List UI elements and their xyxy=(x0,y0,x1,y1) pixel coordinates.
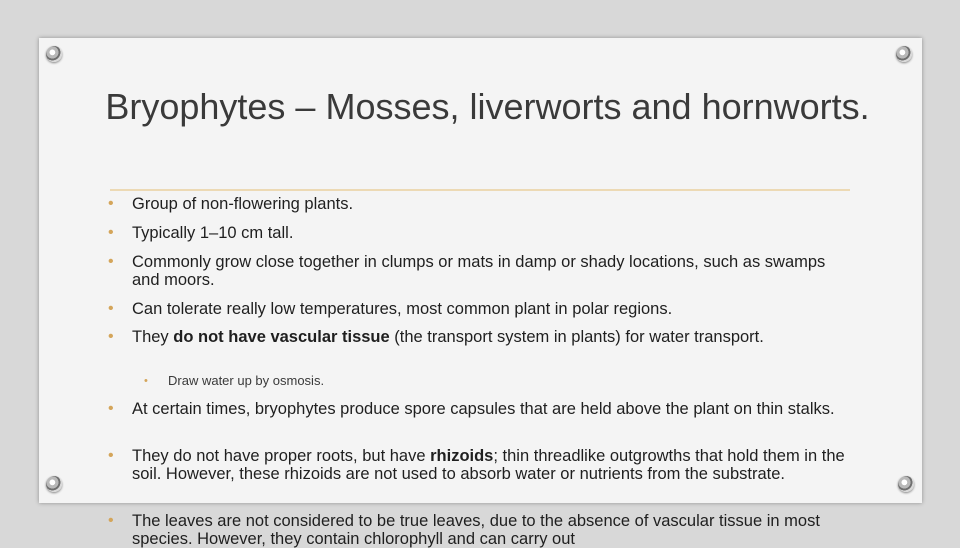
bullet-text-pre: They do not have proper roots, but have xyxy=(132,447,431,465)
bullet-text-post: ; thin threadlike outgrowths that hold them in the soil. However, these rhizoids are not used to absorb water or nutrients from the substrate. xyxy=(132,447,845,483)
bullet-text xyxy=(132,328,848,346)
bullet-text: Commonly grow close together in clumps or mats in damp or shady locations, such as swamps and moors. xyxy=(132,253,826,289)
slide-title: Bryophytes – Mosses, liverworts and hornworts. xyxy=(105,86,870,127)
bullet-item xyxy=(108,195,848,213)
bullet-text-bold: rhizoids xyxy=(430,447,494,465)
bullet-icon: • xyxy=(108,224,114,241)
bullet-icon: • xyxy=(108,447,114,464)
bullet-text: The leaves are not considered to be true leaves, due to the absence of vascular tissue in most species. However, they contain chlorophyll and can carry out xyxy=(132,512,820,548)
bullet-item xyxy=(108,253,848,289)
bullet-item xyxy=(108,328,848,346)
bullet-item xyxy=(108,300,848,318)
bullet-icon: • xyxy=(108,328,114,345)
sub-bullet-item xyxy=(144,373,824,389)
bullet-icon: • xyxy=(108,512,114,529)
bullet-item xyxy=(108,512,848,548)
bullet-item xyxy=(108,447,848,483)
bullet-icon: • xyxy=(108,300,114,317)
bullet-text: At certain times, bryophytes produce spore capsules that are held above the plant on thin stalks. xyxy=(132,400,835,418)
bullet-text: Can tolerate really low temperatures, most common plant in polar regions. xyxy=(132,300,673,318)
bullet-text xyxy=(132,447,848,483)
bullet-text-post: (the transport system in plants) for water transport. xyxy=(389,328,764,346)
bullet-icon: • xyxy=(144,375,148,387)
bullet-item xyxy=(108,400,848,418)
bullet-item xyxy=(108,224,848,242)
bullet-icon: • xyxy=(108,253,114,270)
bullet-text-pre: They xyxy=(132,328,174,346)
bullet-text: Group of non-flowering plants. xyxy=(132,195,354,213)
bullet-icon: • xyxy=(108,400,114,417)
bullet-text: Typically 1–10 cm tall. xyxy=(132,224,294,242)
bullet-text: Draw water up by osmosis. xyxy=(168,373,325,388)
bullet-icon: • xyxy=(108,195,114,212)
bullet-text-bold: do not have vascular tissue xyxy=(173,328,390,346)
